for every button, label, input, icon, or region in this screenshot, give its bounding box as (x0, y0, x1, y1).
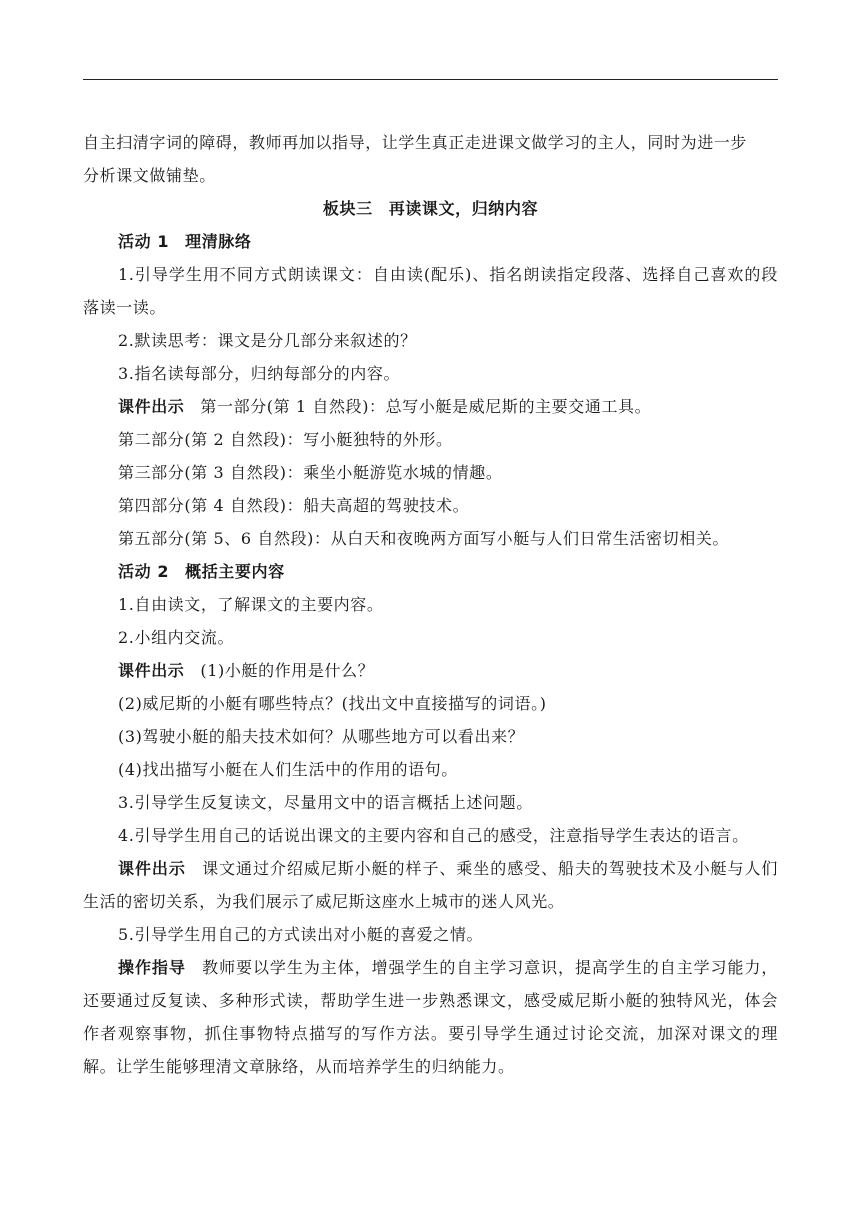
activity2-label: 活动 2 (118, 562, 170, 581)
activity1-heading (83, 225, 778, 258)
courseware-parts (83, 390, 778, 423)
header-rule (83, 79, 778, 80)
activity2-item-1: 1.自由读文，了解课文的主要内容。 (118, 595, 384, 614)
guidance-text: 教师要以学生为主体，增强学生的自主学习意识，提高学生的自主学习能力，还要通过反复读、多种形式读，帮助学生进一步熟悉课文，感受威尼斯小艇的独特风光，体会作者观察事物，抓住事物特点描写的写作方法。要引导学生通过讨论交流，加深对课文的理解。让学生能够理清文章脉络，从而培养学生的归纳能力。 (83, 958, 778, 1076)
courseware-questions (83, 654, 778, 687)
part-1: 第一部分(第 1 自然段)：总写小艇是威尼斯的主要交通工具。 (200, 397, 652, 416)
activity1-item-2: 2.默读思考：课文是分几部分来叙述的？ (118, 331, 417, 350)
part-5: 第五部分(第 5、6 自然段)：从白天和夜晚两方面写小艇与人们日常生活密切相关。 (118, 529, 730, 548)
activity2-item-4: 4.引导学生用自己的话说出课文的主要内容和自己的感受，注意指导学生表达的语言。 (118, 826, 749, 845)
courseware-summary-text: 课文通过介绍威尼斯小艇的样子、乘坐的感受、船夫的驾驶技术及小艇与人们生活的密切关系，为我们展示了威尼斯这座水上城市的迷人风光。 (83, 859, 778, 911)
activity1-item-1: 1.引导学生用不同方式朗读课文：自由读(配乐)、指名朗读指定段落、选择自己喜欢的段落读一读。 (83, 265, 778, 317)
courseware-label: 课件出示 (118, 661, 185, 680)
activity1-item-3: 3.指名读每部分，归纳每部分的内容。 (118, 364, 401, 383)
activity2-title: 概括主要内容 (185, 562, 285, 581)
question-2: (2)威尼斯的小艇有哪些特点？(找出文中直接描写的词语。) (118, 694, 547, 713)
activity2-item-3: 3.引导学生反复读文，尽量用文中的语言概括上述问题。 (118, 793, 533, 812)
part-3: 第三部分(第 3 自然段)：乘坐小艇游览水城的情趣。 (118, 463, 503, 482)
section-heading (83, 192, 778, 225)
courseware-summary (83, 852, 778, 918)
activity2-item-5: 5.引导学生用自己的方式读出对小艇的喜爱之情。 (118, 925, 484, 944)
section-title: 再读课文，归纳内容 (388, 199, 539, 218)
activity1-title: 理清脉络 (185, 232, 252, 251)
activity2-item-2: 2.小组内交流。 (118, 628, 235, 647)
courseware-label: 课件出示 (118, 859, 186, 878)
part-4: 第四部分(第 4 自然段)：船夫高超的驾驶技术。 (118, 496, 470, 515)
question-1: (1)小艇的作用是什么？ (200, 661, 375, 680)
intro-line-1: 自主扫清字词的障碍，教师再加以指导，让学生真正走进课文做学习的主人，同时为进一步 (83, 133, 748, 152)
document-body (83, 126, 778, 1083)
intro-line-2: 分析课文做铺垫。 (83, 166, 216, 185)
question-4: (4)找出描写小艇在人们生活中的作用的语句。 (118, 760, 458, 779)
question-3: (3)驾驶小艇的船夫技术如何？从哪些地方可以看出来？ (118, 727, 525, 746)
guidance-label: 操作指导 (118, 958, 186, 977)
operation-guidance (83, 951, 778, 1083)
part-2: 第二部分(第 2 自然段)：写小艇独特的外形。 (118, 430, 453, 449)
courseware-label: 课件出示 (118, 397, 185, 416)
section-label: 板块三 (322, 199, 373, 218)
activity2-heading (83, 555, 778, 588)
activity1-label: 活动 1 (118, 232, 170, 251)
